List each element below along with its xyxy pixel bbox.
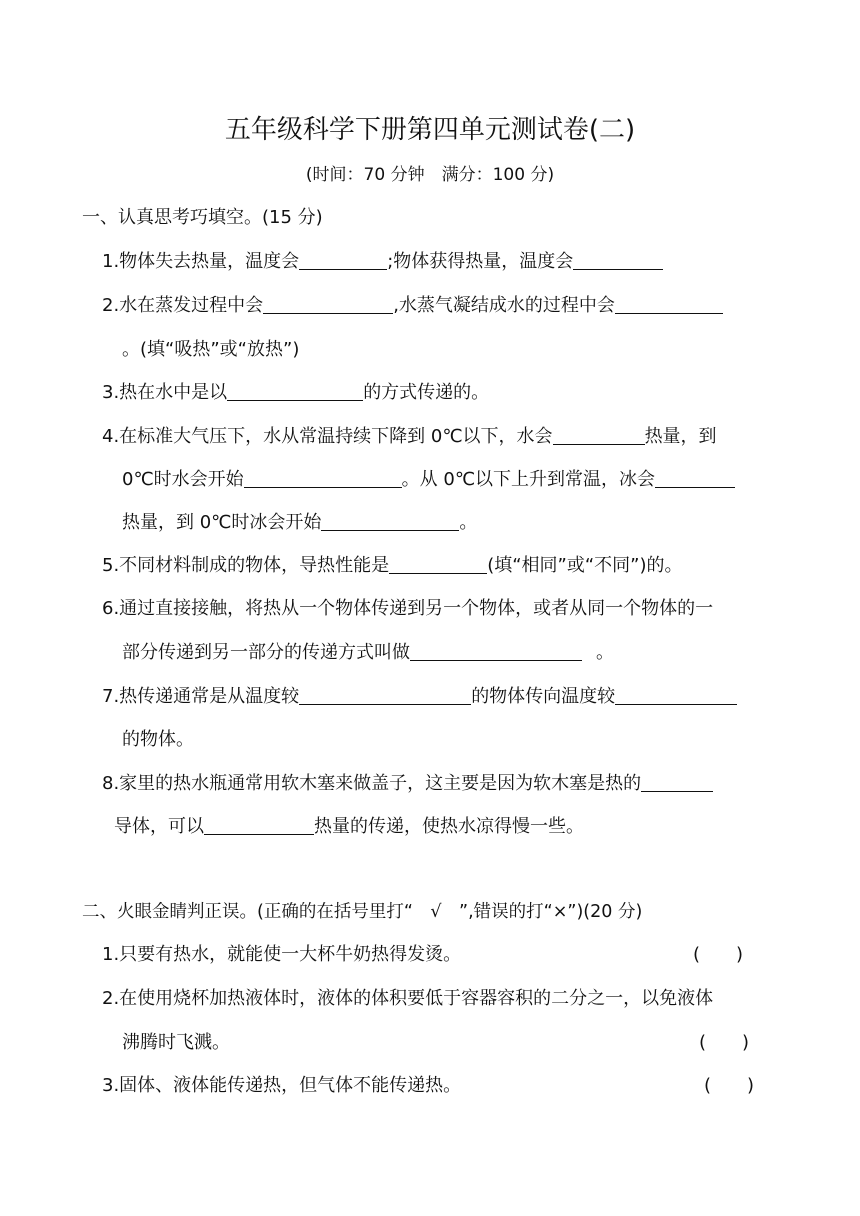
q5-blank-1[interactable] — [389, 555, 487, 574]
question-4-line2 — [122, 468, 735, 492]
q8-blank-1[interactable] — [641, 773, 713, 792]
q4-text-a: 4.在标准大气压下，水从常温持续下降到 0℃以下，水会 — [102, 426, 553, 447]
q4-blank-1[interactable] — [553, 426, 645, 445]
q7-blank-1[interactable] — [299, 686, 471, 705]
q2-blank-1[interactable] — [263, 295, 393, 314]
q1-text-b: ;物体获得热量，温度会 — [387, 251, 574, 272]
q3-blank-1[interactable] — [227, 382, 363, 401]
q4-blank-3[interactable] — [655, 469, 735, 488]
question-5 — [102, 554, 683, 578]
q4-text-f: 。 — [459, 512, 478, 533]
question-3 — [102, 381, 489, 405]
question-8-line1 — [102, 772, 713, 796]
tf-answer-3[interactable]: ( ) — [704, 1075, 755, 1096]
q2-text-b: ,水蒸气凝结成水的过程中会 — [393, 295, 615, 316]
q1-blank-2[interactable] — [573, 251, 663, 270]
question-4-line1 — [102, 425, 717, 449]
tf-question-2-line1: 2.在使用烧杯加热液体时，液体的体积要低于容器容积的二分之一，以免液体 — [102, 988, 714, 1009]
q6-text-c: 。 — [596, 642, 614, 663]
question-2-line1 — [102, 294, 723, 318]
q8-text-c: 热量的传递，使热水凉得慢一些。 — [314, 816, 584, 837]
exam-info: (时间：70 分钟 满分：100 分) — [305, 165, 555, 185]
q8-text-a: 8.家里的热水瓶通常用软木塞来做盖子，这主要是因为软木塞是热的 — [102, 773, 642, 794]
q4-text-e: 热量，到 0℃时冰会开始 — [122, 512, 322, 533]
q1-text-a: 1.物体失去热量，温度会 — [102, 251, 300, 272]
page-title: 五年级科学下册第四单元测试卷(二) — [224, 115, 636, 145]
q4-text-b: 热量，到 — [644, 426, 717, 447]
q2-text-c: 。(填“吸热”或“放热”) — [122, 339, 300, 360]
q2-blank-2[interactable] — [615, 295, 723, 314]
tf-question-1: 1.只要有热水，就能使一大杯牛奶热得发烫。 — [102, 944, 462, 965]
q5-text-b: (填“相同”或“不同”)的。 — [487, 555, 683, 576]
question-7-line1 — [102, 685, 737, 709]
q8-text-b: 导体，可以 — [114, 816, 204, 837]
q3-text-a: 3.热在水中是以 — [102, 382, 228, 403]
section2-heading: 二、火眼金睛判正误。(正确的在括号里打“ √ ”,错误的打“×”)(20 分) — [82, 902, 643, 922]
q6-text-b: 部分传递到另一部分的传递方式叫做 — [122, 642, 410, 663]
q1-blank-1[interactable] — [299, 251, 387, 270]
q8-blank-2[interactable] — [204, 816, 314, 835]
question-4-line3 — [122, 511, 477, 535]
q5-text-a: 5.不同材料制成的物体，导热性能是 — [102, 555, 390, 576]
q4-blank-2[interactable] — [244, 469, 402, 488]
q4-text-d: 。从 0℃以下上升到常温，冰会 — [401, 469, 656, 490]
q7-text-a: 7.热传递通常是从温度较 — [102, 686, 300, 707]
q2-text-a: 2.水在蒸发过程中会 — [102, 295, 264, 316]
q7-text-b: 的物体传向温度较 — [471, 686, 616, 707]
q7-text-c: 的物体。 — [122, 729, 194, 750]
q4-text-c: 0℃时水会开始 — [122, 469, 244, 490]
section1-heading: 一、认真思考巧填空。(15 分) — [82, 207, 323, 228]
tf-question-3: 3.固体、液体能传递热，但气体不能传递热。 — [102, 1075, 462, 1096]
tf-answer-2[interactable]: ( ) — [699, 1032, 750, 1053]
tf-answer-1[interactable]: ( ) — [693, 944, 744, 965]
question-6-line2 — [122, 641, 614, 665]
question-1 — [102, 250, 663, 274]
q3-text-b: 的方式传递的。 — [363, 382, 490, 403]
question-8-line2 — [114, 815, 584, 839]
q6-blank-1[interactable] — [410, 642, 582, 661]
tf-question-2-line2: 沸腾时飞溅。 — [122, 1032, 230, 1053]
q6-text-a: 6.通过直接接触，将热从一个物体传递到另一个物体，或者从同一个物体的一 — [102, 598, 714, 619]
q7-blank-2[interactable] — [615, 686, 737, 705]
q4-blank-4[interactable] — [321, 512, 459, 531]
